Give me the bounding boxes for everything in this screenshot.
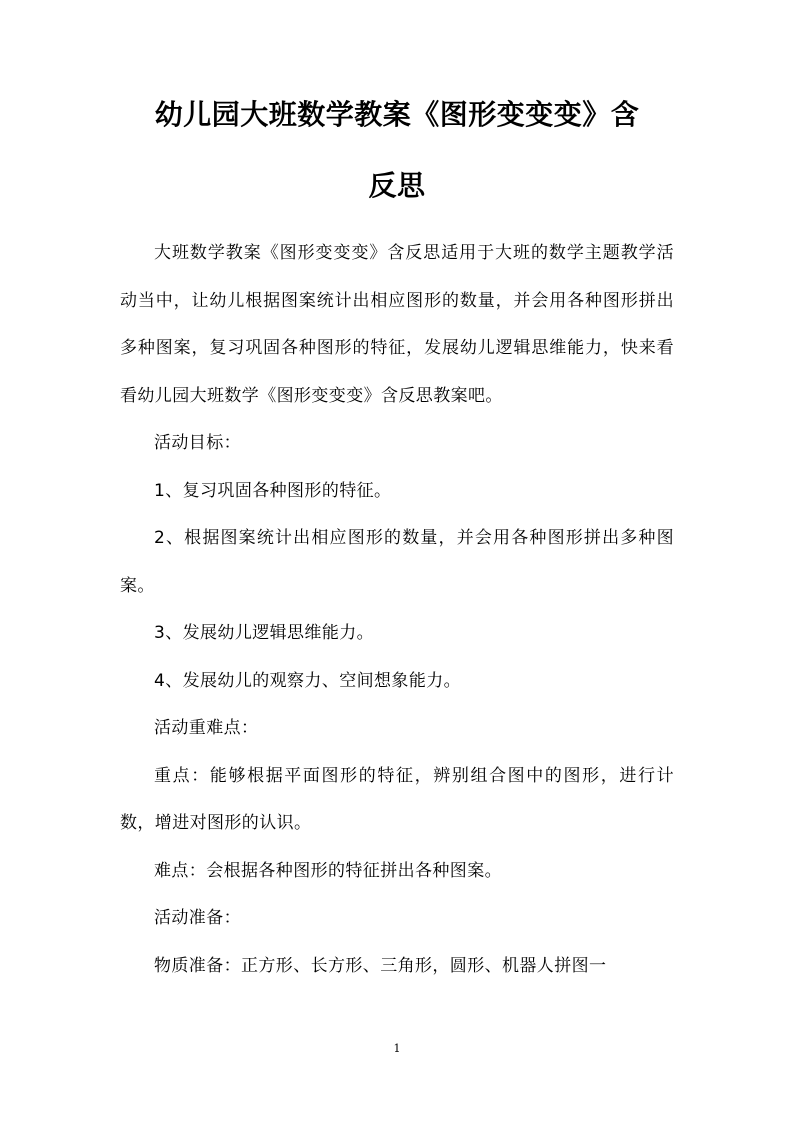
objective-item: 2、根据图案统计出相应图形的数量，并会用各种图形拼出多种图案。	[120, 528, 674, 596]
section-heading-objectives: 活动目标：	[154, 433, 241, 453]
key-point-paragraph: 重点：能够根据平面图形的特征，辨别组合图中的图形，进行计数，增进对图形的认识。	[120, 765, 674, 833]
objective-item: 1、复习巩固各种图形的特征。	[154, 480, 392, 501]
difficulty-paragraph: 难点：会根据各种图形的特征拼出各种图案。	[154, 860, 502, 881]
document-title-line-1: 幼儿园大班数学教案《图形变变变》含	[154, 98, 640, 131]
objective-item: 3、发展幼儿逻辑思维能力。	[154, 623, 375, 643]
intro-paragraph: 大班数学教案《图形变变变》含反思适用于大班的数学主题教学活动当中，让幼儿根据图案统计出相应图形的数量，并会用各种图形拼出多种图案，复习巩固各种图形的特征，发展幼儿逻辑思维能力，快来看看幼儿园大班数学《图形变变变》含反思教案吧。	[120, 243, 674, 406]
document-body	[120, 230, 674, 990]
document-title-line-2: 反思	[368, 169, 426, 202]
section-heading-key-points: 活动重难点：	[154, 718, 259, 738]
page-number: 1	[393, 1042, 401, 1055]
objective-item: 4、发展幼儿的观察力、空间想象能力。	[154, 670, 462, 691]
materials-paragraph: 物质准备：正方形、长方形、三角形，圆形、机器人拼图一	[154, 955, 607, 976]
section-heading-preparation: 活动准备：	[154, 908, 241, 928]
